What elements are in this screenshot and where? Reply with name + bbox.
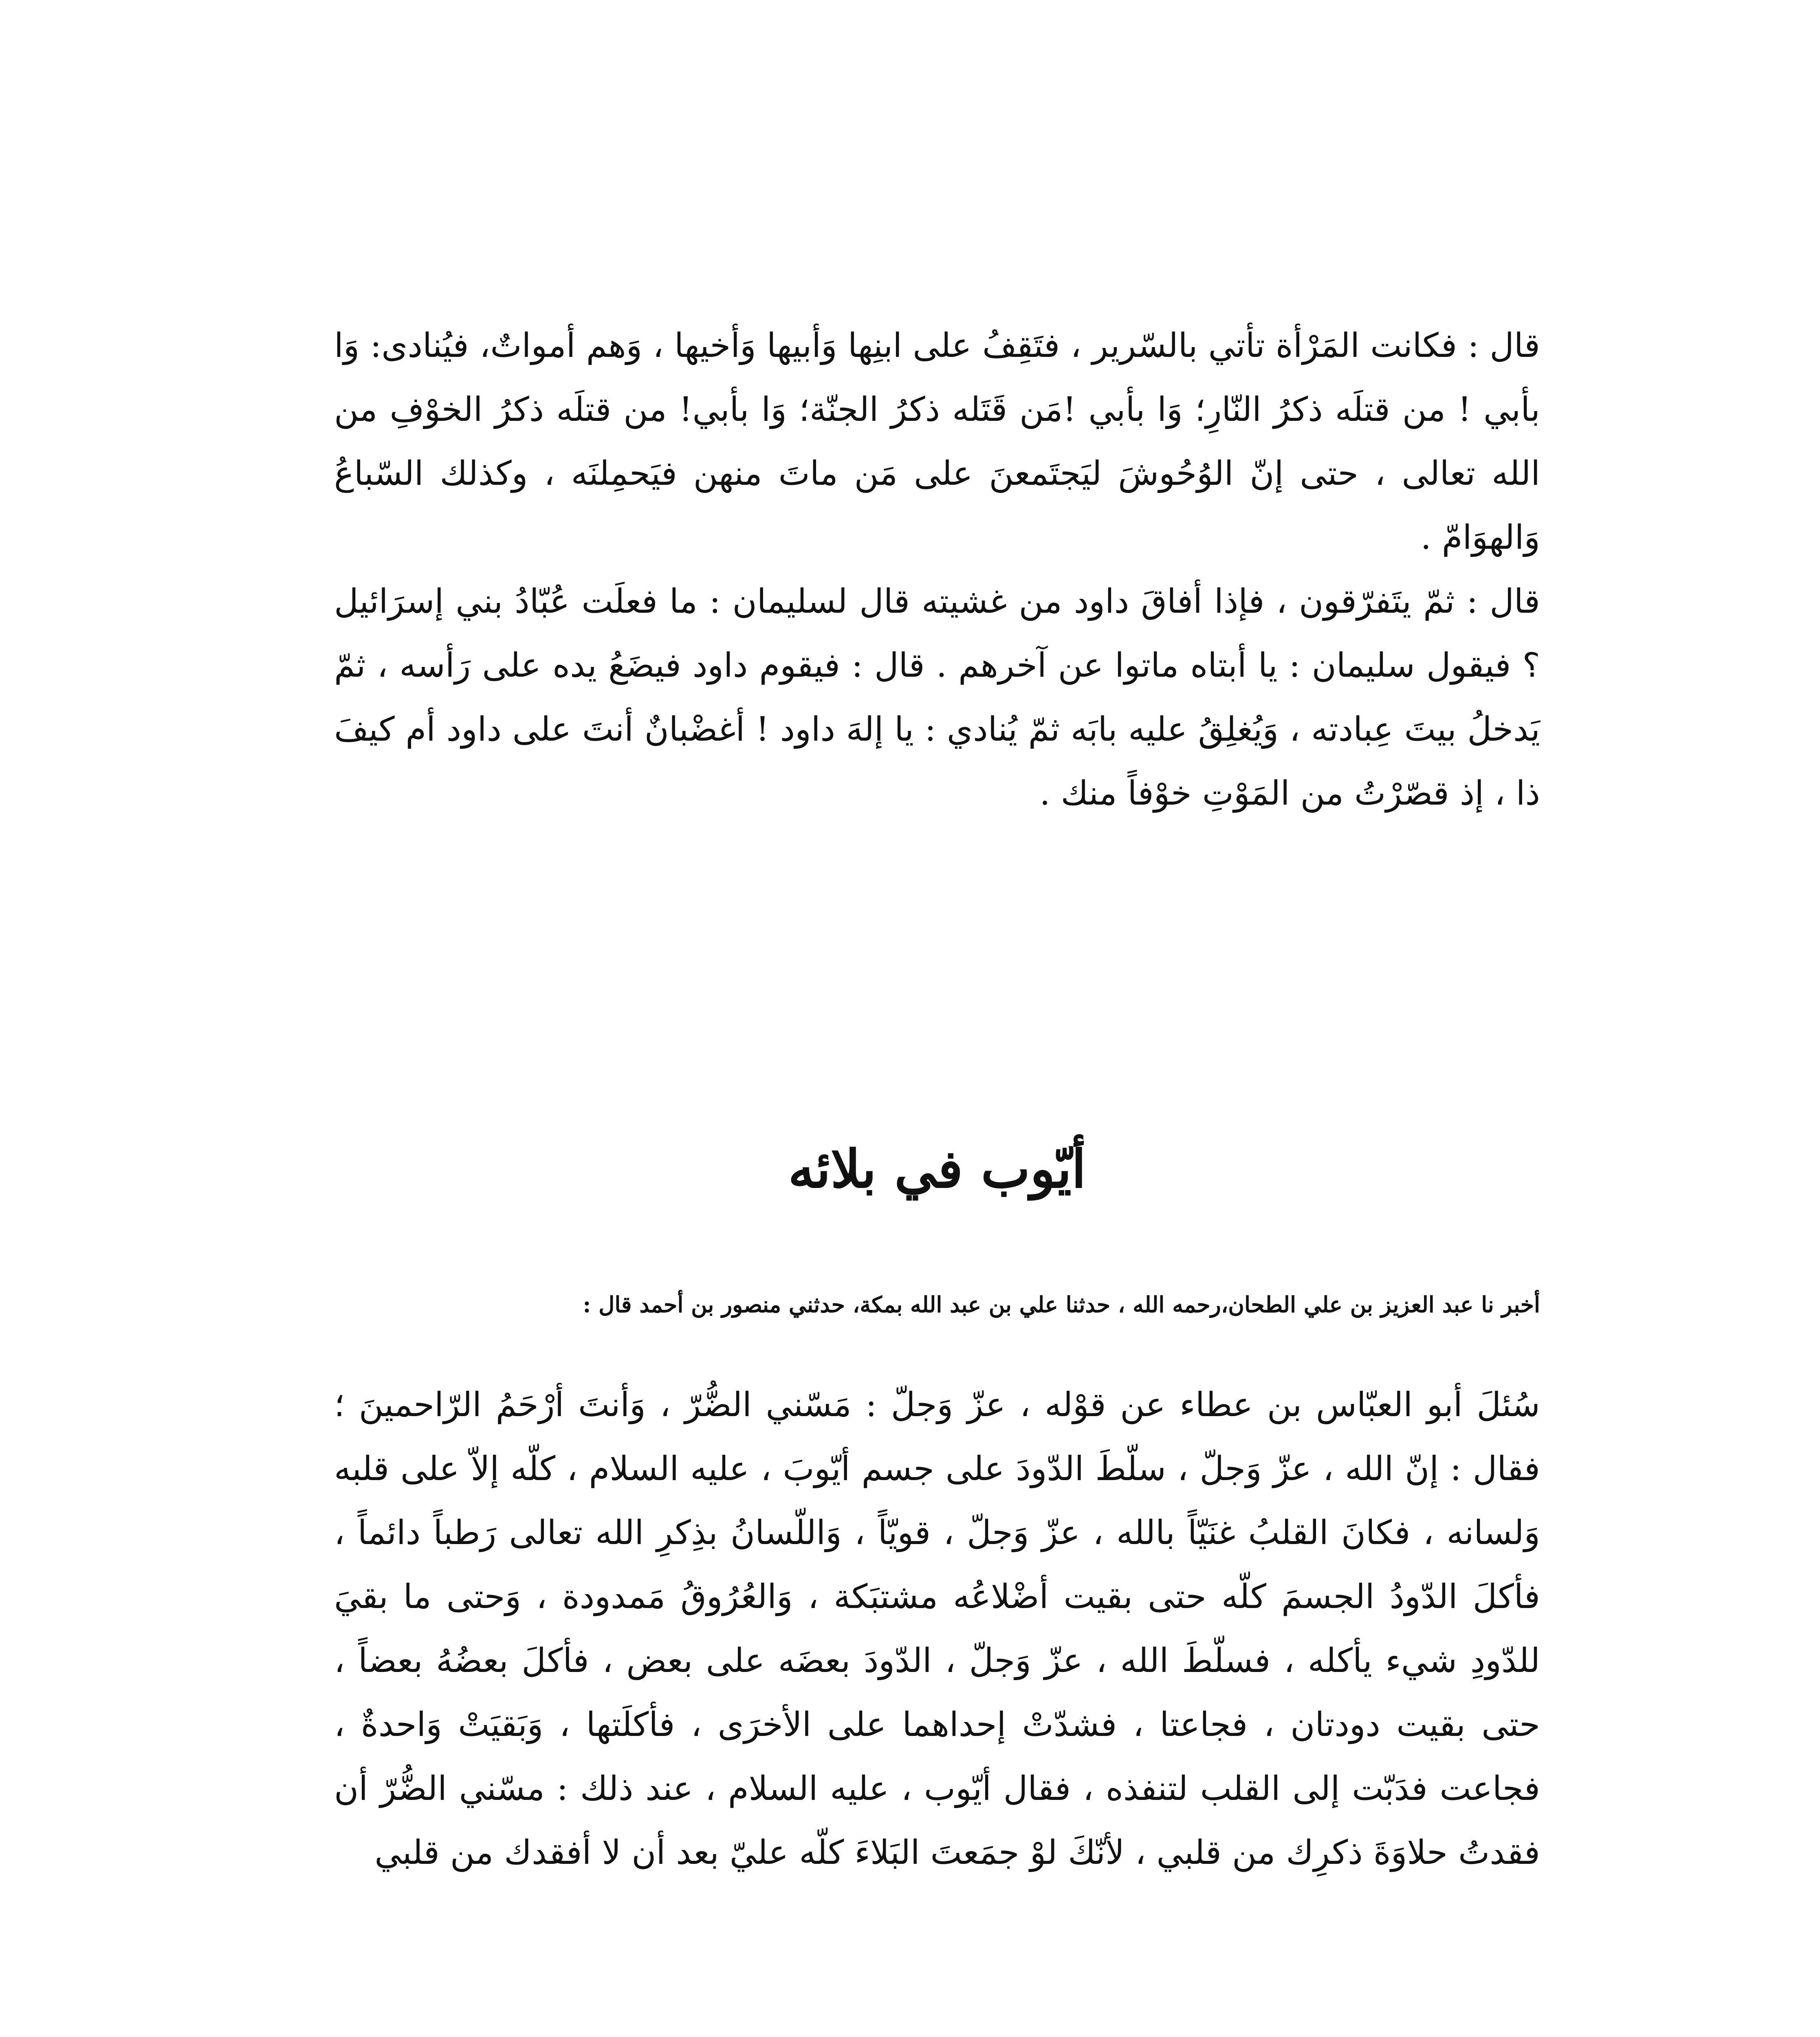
section-heading: أيّوب في بلائه — [788, 1139, 1086, 1200]
bottom-text-block — [334, 1373, 1540, 1885]
paragraph-david-lament: قال : ثمّ يتَفرّقون ، فإذا أفاقَ داود من غشيته قال لسليمان : ما فعلَت عُبّادُ بني إسرَائيل ؟ فيقول سليمان : يا أبتاه ماتوا عن آخرهم . قال : فيقوم داود فيضَعُ يده على رَأسه ، ثمّ يَدخلُ بيتَ عِبادته ، وَيُغلِقُ عليه بابَه ثمّ يُنادي : يا إلهَ داود ! أغضْبانٌ أنتَ على داود أم كيفَ ذا ، إذ قصّرْتُ من المَوْتِ خوْفاً منك . — [334, 582, 1540, 813]
paragraph-women-mourning: قال : فكانت المَرْأة تأتي بالسّرير ، فتَقِفُ على ابنِها وَأبيها وَأخيها ، وَهم أمواتٌ، فيُنادى: وَا بأبي ! من قتلَه ذكرُ النّارِ؛ وَا بأبي !مَن قَتَله ذكرُ الجنّة؛ وَا بأبي! من قتلَه ذكرُ الخوْفِ من الله تعالى ، حتى إنّ الوُحُوشَ ليَجتَمعنَ على مَن ماتَ منهن فيَحمِلنَه ، وكذلك السّباعُ وَالهوَامّ . — [334, 326, 1540, 557]
section-heading-wrapper — [334, 1128, 1540, 1210]
top-text-block — [334, 314, 1540, 825]
isnad-chain: أخبر نا عبد العزيز بن علي الطحان،رحمه الله ، حدثنا علي بن عبد الله بمكة، حدثني منصور بن أحمد قال : — [583, 1291, 1540, 1318]
paragraph-job-affliction: سُئلَ أبو العبّاس بن عطاء عن قوْله ، عزّ وَجلّ : مَسّني الضُّرّ ، وَأنتَ أرْحَمُ الرّاحمينَ ؛ فقال : إنّ الله ، عزّ وَجلّ ، سلّطَ الدّودَ على جسم أيّوبَ ، عليه السلام ، كلّه إلاّ على قلبه وَلسانه ، فكانَ القلبُ غنَيّاً بالله ، عزّ وَجلّ ، قويّاً ، وَاللّسانُ بذِكرِ الله تعالى رَطباً دائماً ، فأكلَ الدّودُ الجسمَ كلّه حتى بقيت أضْلاعُه مشتبَكة ، وَالعُرُوقُ مَمدودة ، وَحتى ما بقيَ للدّودِ شيء يأكله ، فسلّطَ الله ، عزّ وَجلّ ، الدّودَ بعضَه على بعض ، فأكلَ بعضُهُ بعضاً ، حتى بقيت دودتان ، فجاعتا ، فشدّتْ إحداهما على الأخرَى ، فأكلَتها ، وَبَقيَتْ وَاحدةٌ ، فجاعت فدَبّت إلى القلب لتنفذه ، فقال أيّوب ، عليه السلام ، عند ذلك : مسّني الضُّرّ أن فقدتُ حلاوَةَ ذكرِك من قلبي ، لأنّكَ لوْ جمَعتَ البَلاءَ كلّه عليّ بعد أن لا أفقدك من قلبي — [334, 1386, 1540, 1872]
isnad-wrapper — [334, 1287, 1540, 1322]
